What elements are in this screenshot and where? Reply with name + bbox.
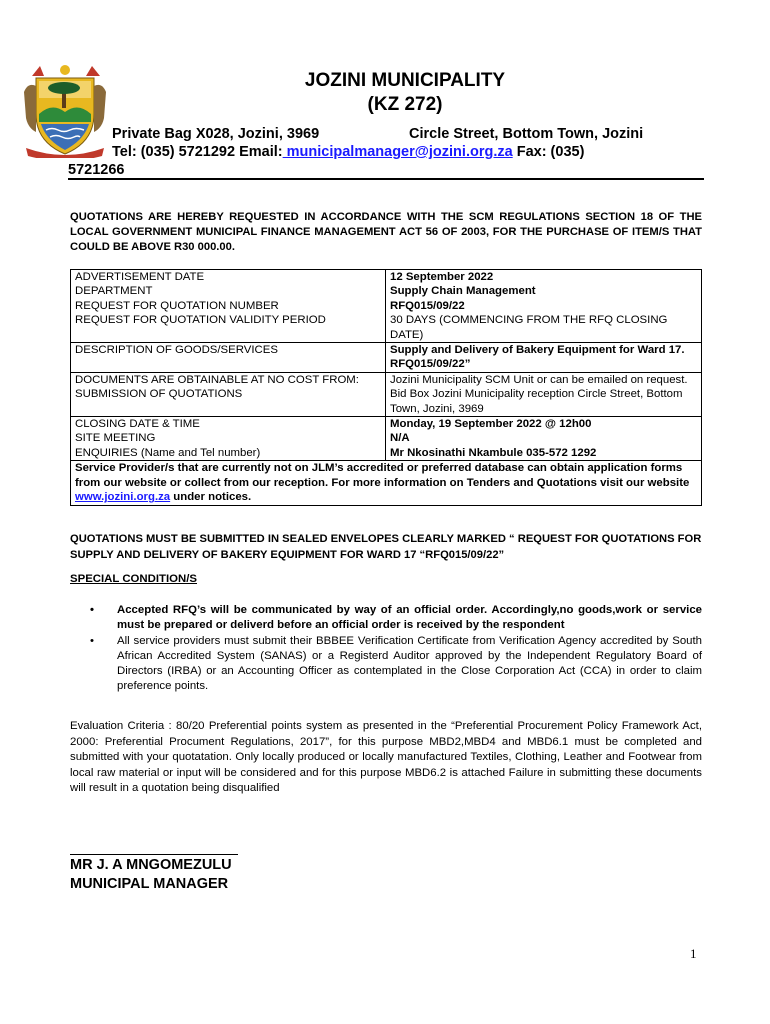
fax-number-continued: 5721266 — [68, 162, 125, 178]
signatory-name: MR J. A MNGOMEZULU — [70, 857, 232, 873]
special-conditions-list — [70, 603, 702, 695]
evaluation-criteria: Evaluation Criteria : 80/20 Preferential points system as presented in the “Preferential Procurement Policy Framework Act, 2000: Preferential Procument Regulations, 2017”, for this purpose MBD2,MBD4 and MBD6.1 must be completed and submitted with your quotatation. Only locally produced or locally manufactured Textiles, Clothing, Leather and Footwear from local raw material or input will be considered and for this purpose MBD6.2 is attached Failure in submitting these documents will result in a quotation being disqualified — [70, 720, 702, 794]
title-line-1: JOZINI MUNICIPALITY — [304, 70, 506, 91]
telephone-label: Tel: (035) 5721292 Email: — [112, 144, 283, 160]
table-row — [71, 284, 702, 298]
municipality-title — [150, 69, 660, 117]
table-row — [71, 372, 702, 387]
row-value: Bid Box Jozini Municipality reception Circle Street, Bottom Town, Jozini, 3969 — [386, 387, 702, 416]
row-value: N/A — [386, 431, 702, 445]
bullet-icon: • — [90, 604, 94, 616]
rfq-details-table — [70, 269, 702, 506]
municipal-crest-icon — [22, 62, 108, 158]
table-row — [71, 431, 702, 445]
table-notice-row — [71, 461, 702, 505]
table-row — [71, 417, 702, 432]
page-number: 1 — [690, 946, 697, 961]
row-value: RFQ015/09/22 — [386, 299, 702, 313]
row-label: DESCRIPTION OF GOODS/SERVICES — [71, 343, 386, 373]
list-item — [70, 603, 702, 633]
row-label: DEPARTMENT — [71, 284, 386, 298]
bullet-icon: • — [90, 635, 94, 647]
row-value: 12 September 2022 — [386, 270, 702, 285]
row-label: DOCUMENTS ARE OBTAINABLE AT NO COST FROM: — [71, 372, 386, 387]
condition-text: All service providers must submit their BBBEE Verification Certificate from Verification Agency accredited by South African Accredited System (SANAS) or a Registerd Auditor approved by the Independent Regulatory Board of Directors (IRBA) or an Accounting Officer as contemplated in the Close Corporation Act (CCA) in order to claim preference points. — [117, 635, 702, 692]
table-row — [71, 270, 702, 285]
website-link[interactable]: www.jozini.org.za — [75, 491, 171, 504]
contact-line — [112, 144, 584, 160]
notice-end: under notices. — [170, 491, 252, 504]
list-item — [70, 634, 702, 694]
row-value: 30 DAYS (COMMENCING FROM THE RFQ CLOSING DATE) — [386, 313, 702, 342]
table-row — [71, 387, 702, 416]
special-conditions-heading: SPECIAL CONDITION/S — [70, 573, 197, 585]
table-row — [71, 313, 702, 342]
notice-text: Service Provider/s that are currently not on JLM’s accredited or preferred database can obtain application forms from our website or collect from our reception. For more information on Tenders and Quotations visit our website — [75, 462, 690, 489]
condition-text: Accepted RFQ’s will be communicated by way of an official order. Accordingly,no goods,work or service must be prepared or deliverd before an official order is received by the respondent — [117, 604, 702, 631]
row-label: CLOSING DATE & TIME — [71, 417, 386, 432]
row-label: ENQUIRIES (Name and Tel number) — [71, 446, 386, 461]
signature-line — [70, 854, 238, 855]
street-address: Circle Street, Bottom Town, Jozini — [409, 126, 644, 142]
table-row — [71, 446, 702, 461]
row-label: ADVERTISEMENT DATE — [71, 270, 386, 285]
title-line-2: (KZ 272) — [367, 94, 443, 115]
row-label: SUBMISSION OF QUOTATIONS — [71, 387, 386, 416]
email-link[interactable]: municipalmanager@jozini.org.za — [282, 144, 513, 160]
fax-label: Fax: (035) — [512, 144, 585, 160]
database-notice — [71, 461, 702, 505]
row-label: SITE MEETING — [71, 431, 386, 445]
row-label: REQUEST FOR QUOTATION VALIDITY PERIOD — [71, 313, 386, 342]
row-value: Mr Nkosinathi Nkambule 035-572 1292 — [386, 446, 702, 461]
signatory-block — [70, 856, 232, 894]
postal-address: Private Bag X028, Jozini, 3969 — [112, 126, 320, 142]
table-row — [71, 299, 702, 313]
row-value: Supply and Delivery of Bakery Equipment for Ward 17. RFQ015/09/22” — [386, 343, 702, 373]
row-value: Jozini Municipality SCM Unit or can be emailed on request. — [386, 372, 702, 387]
row-label: REQUEST FOR QUOTATION NUMBER — [71, 299, 386, 313]
signatory-title: MUNICIPAL MANAGER — [70, 876, 229, 892]
row-value: Supply Chain Management — [386, 284, 702, 298]
intro-paragraph: QUOTATIONS ARE HEREBY REQUESTED IN ACCORDANCE WITH THE SCM REGULATIONS SECTION 18 OF THE LOCAL GOVERNMENT MUNICIPAL FINANCE MANAGEMENT ACT 56 OF 2003, FOR THE PURCHASE OF ITEM/S THAT COULD BE ABOVE R30 000.00. — [70, 211, 702, 253]
submission-instruction: QUOTATIONS MUST BE SUBMITTED IN SEALED ENVELOPES CLEARLY MARKED “ REQUEST FOR QUOTATIONS FOR SUPPLY AND DELIVERY OF BAKERY EQUIPMENT FOR WARD 17 “RFQ015/09/22” — [70, 533, 702, 561]
table-row — [71, 343, 702, 373]
row-value: Monday, 19 September 2022 @ 12h00 — [386, 417, 702, 432]
header-divider — [68, 178, 704, 180]
